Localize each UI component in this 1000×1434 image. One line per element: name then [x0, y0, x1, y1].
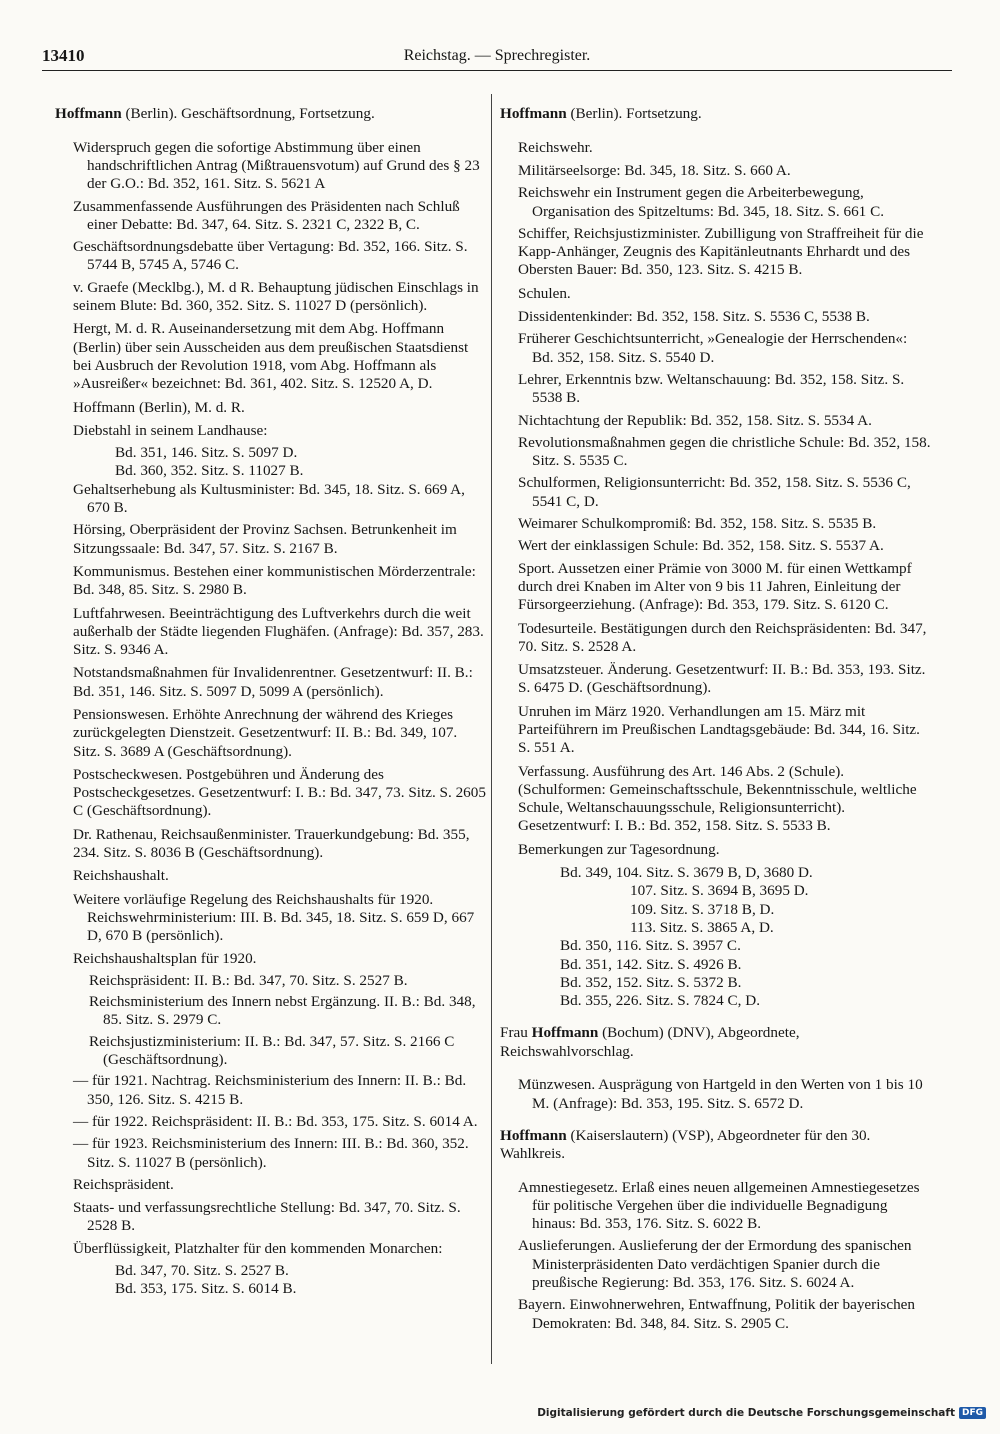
register-entry [500, 919, 932, 937]
register-entry [500, 620, 932, 657]
entry-text: Amnestiegesetz. Erlaß eines neuen allgemeinen Amnestiegesetzes für politische Vergehen über die individuelle Begnadigung hinaus: Bd. 353, 176. Sitz. S. 6022 B. [518, 1178, 920, 1233]
entry-text: Weimarer Schulkompromiß: Bd. 352, 158. Sitz. S. 5535 B. [518, 515, 877, 533]
register-entry [500, 937, 932, 955]
register-entry [55, 563, 487, 600]
entry-text: Militärseelsorge: Bd. 345, 18. Sitz. S. 660 A. [518, 161, 791, 179]
entry-text: Frau [500, 1024, 532, 1042]
register-entry [500, 412, 932, 430]
entry-text: Hoffmann (Berlin), M. d. R. [73, 398, 245, 416]
entry-text: Diebstahl in seinem Landhause: [73, 421, 268, 439]
register-entry [55, 972, 487, 990]
register-entry [500, 992, 932, 1010]
register-entry [55, 279, 487, 316]
entry-text: Bemerkungen zur Tagesordnung. [518, 840, 720, 858]
entry-text: Hergt, M. d. R. Auseinandersetzung mit dem Abg. Hoffmann (Berlin) über sein Ausscheiden aus dem preußischen Staatsdienst bei Ausbruch der Revolution 1918, vom Abg. Hoffmann als »Ausreißer« bezeichnet: Bd. 361, 402. Sitz. S. 12520 A, D. [73, 320, 469, 393]
register-entry [500, 1296, 932, 1333]
register-entry [500, 974, 932, 992]
entry-text: 113. Sitz. S. 3865 A, D. [630, 918, 774, 936]
register-entry [500, 703, 932, 758]
register-entry [55, 238, 487, 275]
entry-text: Bd. 352, 152. Sitz. S. 5372 B. [560, 973, 742, 991]
speaker-name: Hoffmann [55, 105, 122, 123]
register-entry [500, 956, 932, 974]
entry-text: Unruhen im März 1920. Verhandlungen am 15. März mit Parteiführern im Preußischen Landtagsgebäude: Bd. 344, 16. Sitz. S. 551 A. [518, 702, 920, 757]
entry-text: Auslieferungen. Auslieferung der der Ermordung des spanischen Ministerpräsidenten Dato verdächtigen Spanier durch die preußische Regierung: Bd. 353, 176. Sitz. S. 6024 A. [518, 1237, 912, 1292]
register-entry [55, 481, 487, 518]
entry-text: 109. Sitz. S. 3718 B, D. [630, 900, 775, 918]
entry-text: Geschäftsordnungsdebatte über Vertagung: Bd. 352, 166. Sitz. S. 5744 B, 5745 A, 5746 C. [73, 238, 468, 274]
entry-text: Zusammenfassende Ausführungen des Präsidenten nach Schluß einer Debatte: Bd. 347, 64. Sitz. S. 2321 C, 2322 B, C. [73, 197, 460, 233]
register-entry [55, 1240, 487, 1258]
register-entry [500, 882, 932, 900]
register-entry [500, 1127, 932, 1164]
entry-text: Reichshaushalt. [73, 867, 169, 885]
register-entry [55, 664, 487, 701]
register-entry [55, 105, 487, 123]
page-number: 13410 [42, 46, 85, 65]
entry-text: Reichswehr. [518, 138, 593, 156]
entry-text: Reichsministerium des Innern nebst Ergänzung. II. B.: Bd. 348, 85. Sitz. S. 2979 C. [89, 993, 476, 1029]
register-entry [55, 320, 487, 393]
register-entry [500, 841, 932, 859]
register-entry [55, 605, 487, 660]
running-title: Reichstag. — Sprechregister. [403, 47, 591, 64]
register-entry [55, 399, 487, 417]
entry-text: Bd. 351, 142. Sitz. S. 4926 B. [560, 955, 742, 973]
register-entry [55, 1280, 487, 1298]
register-entry [500, 537, 932, 555]
entry-text: Pensionswesen. Erhöhte Anrechnung der während des Krieges zurückgelegten Dienstzeit. Gesetzentwurf: II. B.: Bd. 349, 107. Sitz. S. 3689 A (Geschäftsordnung). [73, 705, 458, 760]
register-entry [500, 371, 932, 408]
register-entry [500, 162, 932, 180]
register-entry [500, 285, 932, 303]
speaker-name: Hoffmann [531, 1024, 599, 1042]
entry-text: Sport. Aussetzen einer Prämie von 3000 M. für einen Wettkampf durch drei Knaben im Alter von 9 bis 11 Jahren, Einleitung der Fürsorgeerziehung. (Anfrage): Bd. 353, 179. Sitz. S. 6120 C. [518, 559, 912, 614]
register-entry [55, 1135, 487, 1172]
register-entry [500, 1179, 932, 1234]
register-entry [500, 1076, 932, 1113]
register-entry [500, 1024, 932, 1061]
register-entry [55, 139, 487, 194]
entry-text: Bd. 349, 104. Sitz. S. 3679 B, D, 3680 D. [560, 864, 813, 882]
entry-text: Dr. Rathenau, Reichsaußenminister. Trauerkundgebung: Bd. 355, 234. Sitz. S. 8036 B (Geschäftsordnung). [73, 825, 470, 862]
entry-text: Staats- und verfassungsrechtliche Stellung: Bd. 347, 70. Sitz. S. 2528 B. [73, 1199, 461, 1235]
entry-text: Bayern. Einwohnerwehren, Entwaffnung, Politik der bayerischen Demokraten: Bd. 348, 84. Sitz. S. 2905 C. [518, 1296, 916, 1332]
entry-text: — für 1921. Nachtrag. Reichsministerium des Innern: II. B.: Bd. 350, 126. Sitz. S. 4215 B. [73, 1072, 467, 1108]
entry-text: Kommunismus. Bestehen einer kommunistischen Mörderzentrale: Bd. 348, 85. Sitz. S. 2980 B. [73, 562, 476, 599]
register-entry [55, 521, 487, 558]
register-entry [55, 950, 487, 968]
entry-text: Schiffer, Reichsjustizminister. Zubilligung von Straffreiheit für die Kapp-Anhänger, Zeugnis des Kapitänleutnants Ehrhardt und des Obersten Bauer: Bd. 350, 123. Sitz. S. 4215 B. [518, 224, 924, 279]
register-entry [55, 1262, 487, 1280]
footer [537, 1407, 986, 1419]
register-entry [55, 706, 487, 761]
entry-text: Bd. 350, 116. Sitz. S. 3957 C. [560, 937, 741, 955]
entry-text: Todesurteile. Bestätigungen durch den Reichspräsidenten: Bd. 347, 70. Sitz. S. 2528 A. [518, 619, 927, 655]
entry-text: Nichtachtung der Republik: Bd. 352, 158. Sitz. S. 5534 A. [518, 411, 872, 429]
column-divider [491, 94, 492, 1364]
entry-text: (Bochum) (DNV), Abgeordnete, Reichswahlvorschlag. [500, 1024, 800, 1060]
entry-text: — für 1923. Reichsministerium des Innern: III. B.: Bd. 360, 352. Sitz. S. 11027 B (persönlich). [73, 1135, 469, 1171]
register-entry [500, 105, 932, 123]
dfg-logo: DFG [959, 1407, 986, 1419]
entry-text: Reichswehr ein Instrument gegen die Arbeiterbewegung, Organisation des Spitzeltums: Bd. 345, 18. Sitz. S. 661 C. [518, 184, 884, 220]
entry-text: Münzwesen. Ausprägung von Hartgeld in den Werten von 1 bis 10 M. (Anfrage): Bd. 353, 195. Sitz. S. 6572 D. [518, 1076, 923, 1112]
register-entry [55, 993, 487, 1030]
entry-text: Überflüssigkeit, Platzhalter für den kommenden Monarchen: [73, 1239, 443, 1257]
entry-text: Bd. 353, 175. Sitz. S. 6014 B. [115, 1280, 297, 1298]
register-entry [500, 184, 932, 221]
register-entry [55, 891, 487, 946]
entry-text: Reichsjustizministerium: II. B.: Bd. 347, 57. Sitz. S. 2166 C (Geschäftsordnung). [89, 1032, 455, 1069]
entry-text: Luftfahrwesen. Beeinträchtigung des Luftverkehrs durch die weit außerhalb der Städte liegenden Flughäfen. (Anfrage): Bd. 357, 283. Sitz. S. 9346 A. [73, 604, 484, 659]
register-entry [55, 1199, 487, 1236]
entry-text: v. Graefe (Mecklbg.), M. d R. Behauptung jüdischen Einschlags in seinem Blute: Bd. 360, 352. Sitz. S. 11027 D (persönlich). [73, 278, 479, 315]
register-entry [55, 198, 487, 235]
register-entry [500, 139, 932, 157]
entry-text: Bd. 347, 70. Sitz. S. 2527 B. [115, 1262, 289, 1279]
register-entry [55, 422, 487, 440]
entry-text: Dissidentenkinder: Bd. 352, 158. Sitz. S. 5536 C, 5538 B. [518, 308, 870, 326]
register-entry [55, 444, 487, 462]
register-entry [500, 901, 932, 919]
entry-text: Schulformen, Religionsunterricht: Bd. 352, 158. Sitz. S. 5536 C, 5541 C, D. [518, 474, 911, 510]
entry-text: Reichspräsident: II. B.: Bd. 347, 70. Sitz. S. 2527 B. [89, 971, 408, 989]
entry-text: Bd. 355, 226. Sitz. S. 7824 C, D. [560, 992, 760, 1010]
entry-text: Wert der einklassigen Schule: Bd. 352, 158. Sitz. S. 5537 A. [518, 537, 884, 555]
register-entry [500, 560, 932, 615]
entry-text: Verfassung. Ausführung des Art. 146 Abs. 2 (Schule). (Schulformen: Gemeinschaftsschule, Bekenntnisschule, weltliche Schule, Weltanschauungsschule, Religionsunterricht). Gesetzentwurf: I. B.: Bd. 352, 158. Sitz. S. 5533 B. [518, 762, 917, 835]
register-entry [55, 1113, 487, 1131]
entry-text: Reichshaushaltsplan für 1920. [73, 949, 257, 967]
entry-text: Weitere vorläufige Regelung des Reichshaushalts für 1920. Reichswehrministerium: III. B. Bd. 345, 18. Sitz. S. 659 D, 667 D, 670 B (persönlich). [73, 890, 475, 945]
register-entry [500, 434, 932, 471]
register-entry [500, 474, 932, 511]
entry-text: Notstandsmaßnahmen für Invalidenrentner. Gesetzentwurf: II. B.: Bd. 351, 146. Sitz. S. 5097 D, 5099 A (persönlich). [73, 664, 473, 700]
register-entry [500, 864, 932, 882]
register-entry [500, 515, 932, 533]
entry-text: 107. Sitz. S. 3694 B, 3695 D. [630, 882, 809, 900]
register-entry [55, 1176, 487, 1194]
register-entry [500, 225, 932, 280]
entry-text: Früherer Geschichtsunterricht, »Genealogie der Herrschenden«: Bd. 352, 158. Sitz. S. 5540 D. [518, 330, 908, 366]
footer-text: Digitalisierung gefördert durch die Deutsche Forschungsgemeinschaft [537, 1407, 955, 1419]
register-entry [55, 766, 487, 821]
entry-text: (Kaiserslautern) (VSP), Abgeordneter für den 30. Wahlkreis. [500, 1126, 871, 1163]
entry-text: (Berlin). Fortsetzung. [566, 105, 702, 123]
entry-text: — für 1922. Reichspräsident: II. B.: Bd. 353, 175. Sitz. S. 6014 A. [73, 1112, 478, 1130]
entry-text: (Berlin). Geschäftsordnung, Fortsetzung. [121, 105, 375, 123]
page-header [42, 40, 952, 71]
register-entry [55, 462, 487, 480]
left-column [55, 90, 487, 1299]
register-entry [500, 1237, 932, 1292]
right-column [500, 90, 932, 1337]
register-entry [55, 1072, 487, 1109]
entry-text: Revolutionsmaßnahmen gegen die christliche Schule: Bd. 352, 158. Sitz. S. 5535 C. [518, 433, 931, 470]
entry-text: Hörsing, Oberpräsident der Provinz Sachsen. Betrunkenheit im Sitzungssaale: Bd. 347, 57. Sitz. S. 2167 B. [73, 521, 457, 557]
entry-text: Gehaltserhebung als Kultusminister: Bd. 345, 18. Sitz. S. 669 A, 670 B. [73, 480, 465, 517]
entry-text: Bd. 360, 352. Sitz. S. 11027 B. [115, 462, 304, 480]
register-entry [55, 1033, 487, 1070]
speaker-name: Hoffmann [500, 1126, 567, 1144]
entry-text: Postscheckwesen. Postgebühren und Änderung des Postscheckgesetzes. Gesetzentwurf: I. B.: Bd. 347, 73. Sitz. S. 2605 C (Geschäftsordnung). [73, 765, 486, 820]
speaker-name: Hoffmann [500, 105, 567, 123]
entry-text: Lehrer, Erkenntnis bzw. Weltanschauung: Bd. 352, 158. Sitz. S. 5538 B. [518, 370, 905, 407]
entry-text: Bd. 351, 146. Sitz. S. 5097 D. [115, 444, 298, 462]
register-entry [500, 308, 932, 326]
entry-text: Widerspruch gegen die sofortige Abstimmung über einen handschriftlichen Antrag (Mißtrauensvotum) auf Grund des § 23 der G.O.: Bd. 352, 161. Sitz. S. 5621 A [73, 138, 480, 193]
entry-text: Reichspräsident. [73, 1175, 174, 1193]
entry-text: Umsatzsteuer. Änderung. Gesetzentwurf: II. B.: Bd. 353, 193. Sitz. S. 6475 D. (Geschäftsordnung). [518, 661, 926, 697]
register-entry [500, 763, 932, 836]
register-entry [55, 867, 487, 885]
entry-text: Schulen. [518, 284, 571, 302]
register-entry [500, 661, 932, 698]
register-entry [500, 330, 932, 367]
register-entry [55, 826, 487, 863]
